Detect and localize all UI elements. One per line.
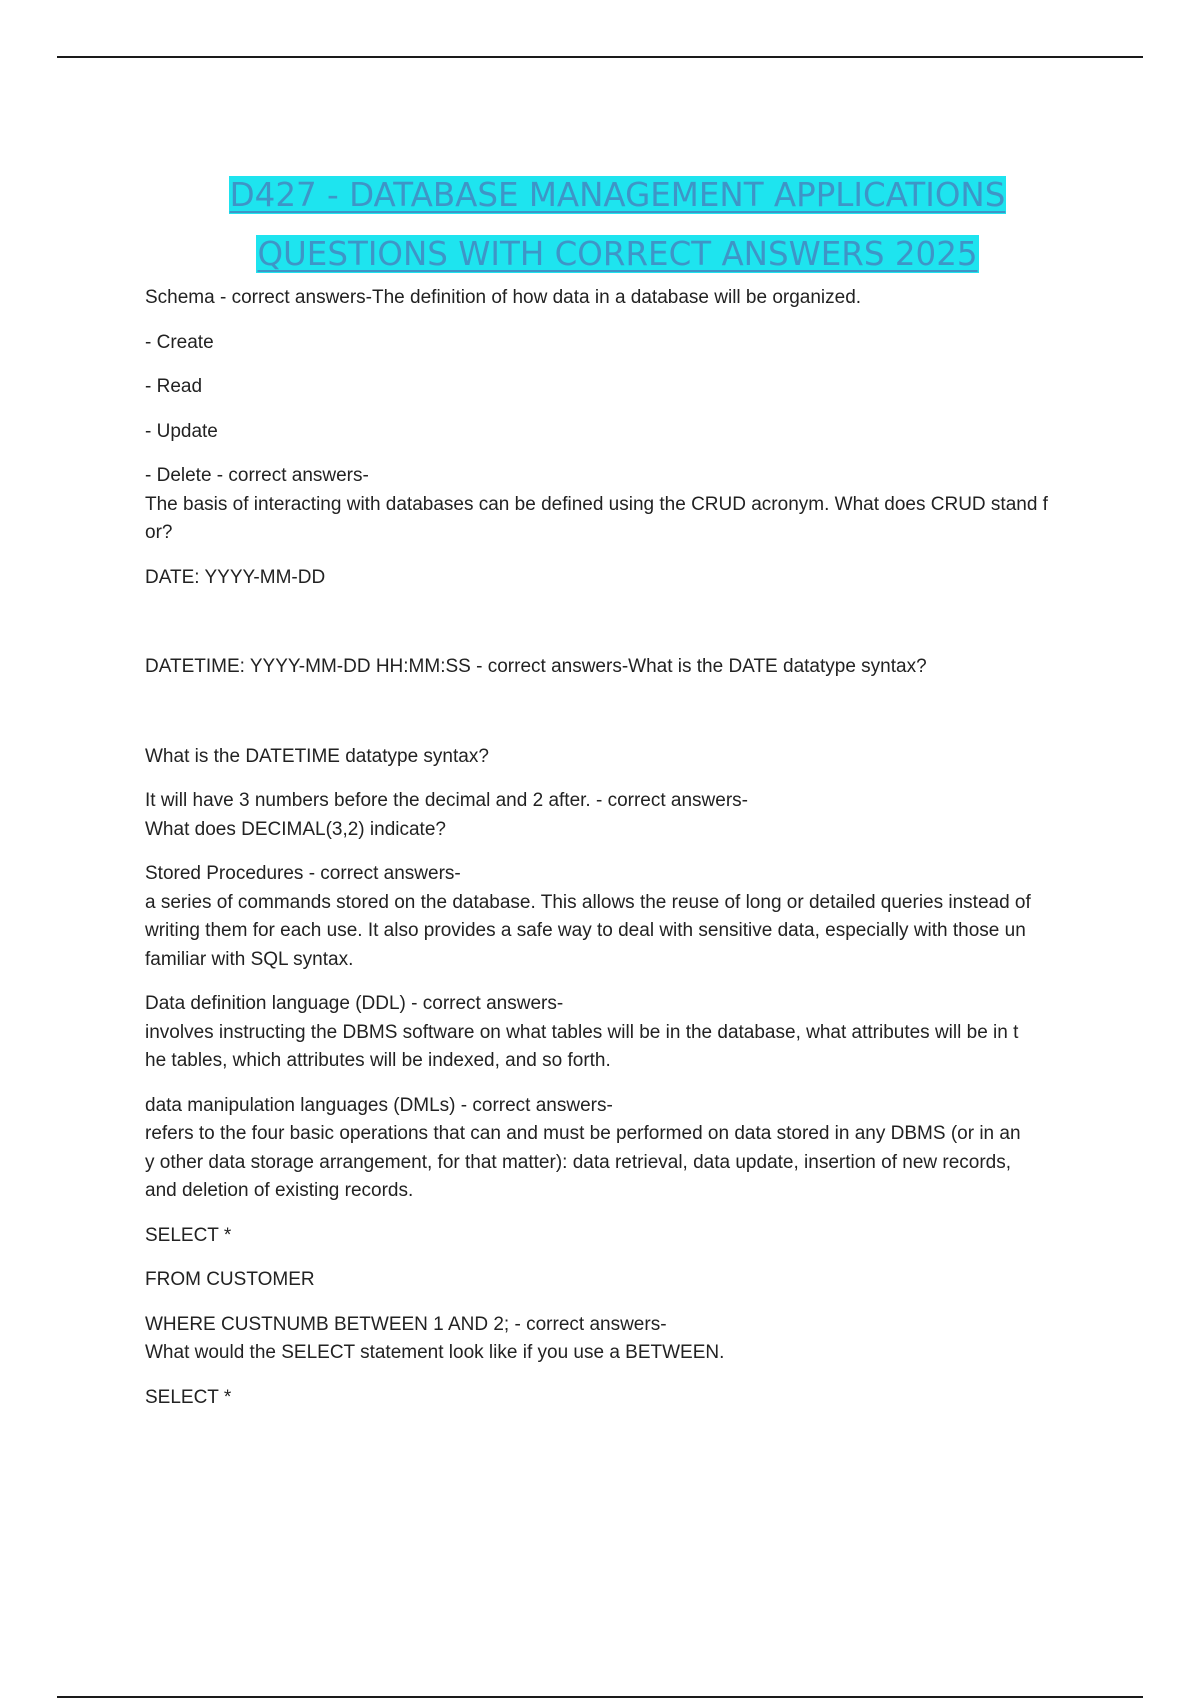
qa-decimal [145,787,1090,844]
text-line: a series of commands stored on the database. This allows the reuse of long or detailed queries instead of [145,891,1031,913]
text-line: he tables, which attributes will be indexed, and so forth. [145,1050,611,1071]
text-line: - Create [145,331,214,353]
text-line: FROM CUSTOMER [145,1269,315,1290]
qa-stored-procedures [145,860,1090,974]
crud-read [145,373,1090,402]
text-line: SELECT * [145,1224,232,1246]
text-line: What would the SELECT statement look like if you use a BETWEEN. [145,1342,725,1363]
text-line: involves instructing the DBMS software on what tables will be in the database, what attributes will be in t [145,1021,1019,1043]
text-line: The basis of interacting with databases can be defined using the CRUD acronym. What does CRUD stand f [145,493,1048,515]
text-line: What is the DATETIME datatype syntax? [145,745,489,767]
text-line: data manipulation languages (DMLs) - correct answers- [145,1094,613,1116]
text-line: and deletion of existing records. [145,1180,414,1201]
text-line: - Update [145,420,218,442]
qa-between [145,1311,1090,1368]
text-line: WHERE CUSTNUMB BETWEEN 1 AND 2; - correct answers- [145,1313,667,1335]
qa-datetime-question [145,743,1090,772]
document-title [125,166,1110,284]
text-line: familiar with SQL syntax. [145,948,354,970]
bottom-rule [57,1696,1143,1698]
qa-datetime-answer [145,653,1090,682]
text-line: DATE: YYYY-MM-DD [145,566,326,588]
text-line: - Delete - correct answers- [145,465,369,486]
spacer [145,698,1090,743]
text-line: y other data storage arrangement, for that matter): data retrieval, data update, insertion of new records, [145,1151,1012,1173]
qa-dml [145,1092,1090,1206]
text-line: DATETIME: YYYY-MM-DD HH:MM:SS - correct answers-What is the DATE datatype syntax? [145,656,927,677]
qa-schema [145,284,1090,313]
qa-list [145,284,1090,1412]
text-line: refers to the four basic operations that can and must be performed on data stored in any DBMS (or in an [145,1123,1021,1144]
document-body [145,166,1090,1428]
text-line: writing them for each use. It also provides a safe way to deal with sensitive data, especially with those un [145,920,1026,941]
crud-create [145,329,1090,358]
sql-select [145,1222,1090,1251]
text-line: It will have 3 numbers before the decimal and 2 after. - correct answers- [145,790,748,811]
text-line: What does DECIMAL(3,2) indicate? [145,818,446,840]
text-line: SELECT * [145,1386,232,1408]
title-line-2: QUESTIONS WITH CORRECT ANSWERS 2025 [257,235,978,273]
qa-ddl [145,990,1090,1076]
qa-crud [145,462,1090,548]
sql-from [145,1266,1090,1295]
qa-date-answer [145,564,1090,593]
crud-update [145,418,1090,447]
spacer [145,608,1090,653]
title-line-1: D427 - DATABASE MANAGEMENT APPLICATIONS [229,176,1006,214]
text-line: or? [145,522,173,543]
sql-select-next [145,1384,1090,1413]
top-rule [57,56,1143,58]
text-line: - Read [145,376,203,397]
text-line: Stored Procedures - correct answers- [145,863,461,884]
text-line: Data definition language (DDL) - correct answers- [145,993,564,1014]
text-line: Schema - correct answers-The definition of how data in a database will be organized. [145,287,862,308]
